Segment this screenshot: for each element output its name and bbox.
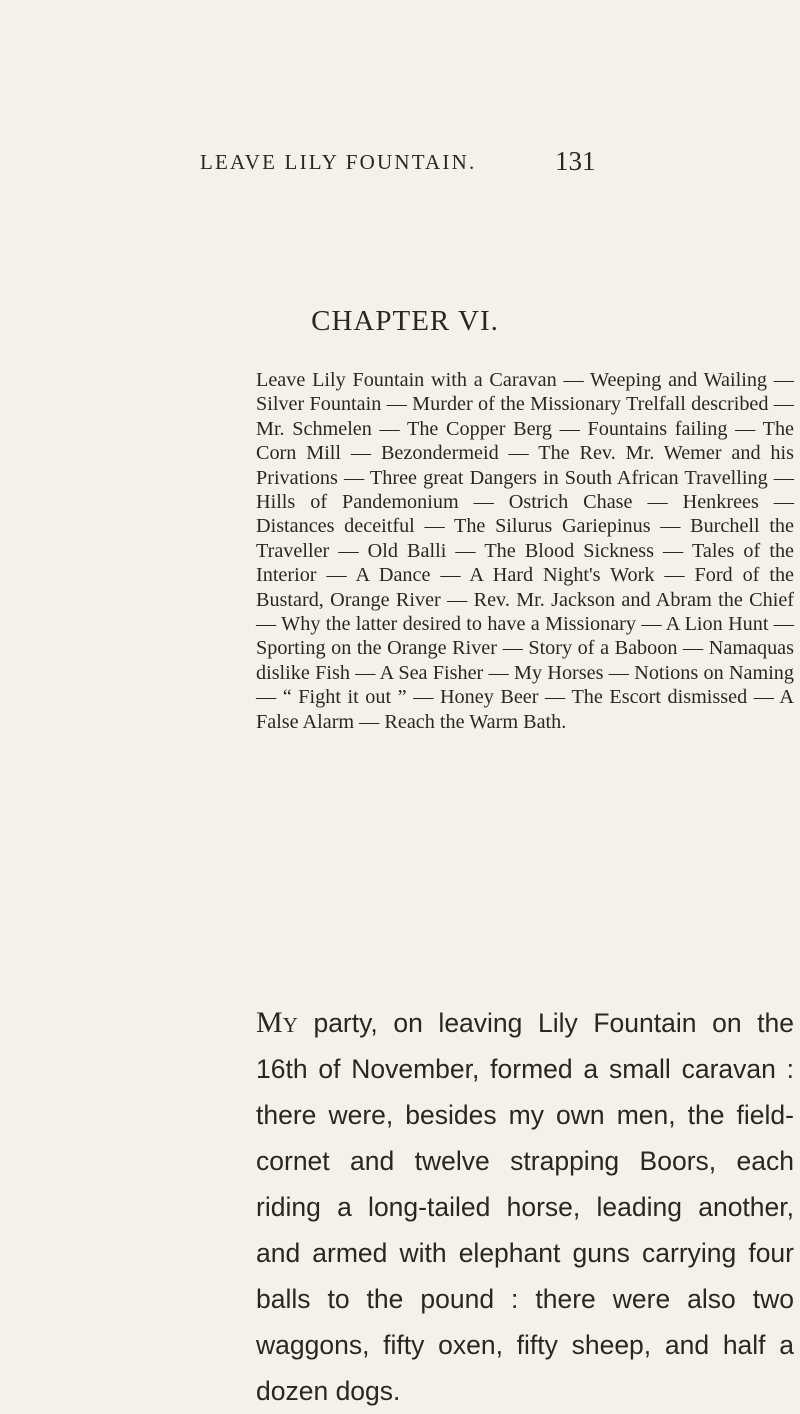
lead-initial: M	[256, 1006, 283, 1039]
body-text: party, on leaving Lily Fountain on the 16th of November, formed a small caravan : there were, besides my own men, the field-cornet and twelve strapping Boors, each riding a long-tailed horse, leading another, and armed with elephant guns carrying four balls to the pound : there were also two waggons, fifty oxen, fifty sheep, and half a dozen dogs.	[256, 1008, 794, 1406]
lead-small-caps: y	[282, 1006, 298, 1039]
running-title: LEAVE LILY FOUNTAIN.	[200, 150, 477, 174]
chapter-synopsis: Leave Lily Fountain with a Caravan — Weeping and Wailing — Silver Fountain — Murder of the Missionary Trelfall described — Mr. Schmelen — The Copper Berg — Fountains failing — The Corn Mill — Bezondermeid — The Rev. Mr. Wemer and his Privations — Three great Dangers in South African Travelling — Hills of Pandemonium — Ostrich Chase — Henkrees — Distances deceitful — The Silurus Gariepinus — Burchell the Traveller — Old Balli — The Blood Sickness — Tales of the Interior — A Dance — A Hard Night's Work — Ford of the Bustard, Orange River — Rev. Mr. Jackson and Abram the Chief — Why the latter desired to have a Missionary — A Lion Hunt — Sporting on the Orange River — Story of a Baboon — Namaquas dislike Fish — A Sea Fisher — My Horses — Notions on Naming — “ Fight it out ” — Honey Beer — The Escort dismissed — A False Alarm — Reach the Warm Bath.	[256, 369, 794, 733]
chapter-heading: CHAPTER VI.	[311, 305, 499, 337]
page-number: 131	[555, 146, 596, 176]
running-head	[0, 146, 800, 180]
body-paragraph	[256, 1000, 794, 1414]
